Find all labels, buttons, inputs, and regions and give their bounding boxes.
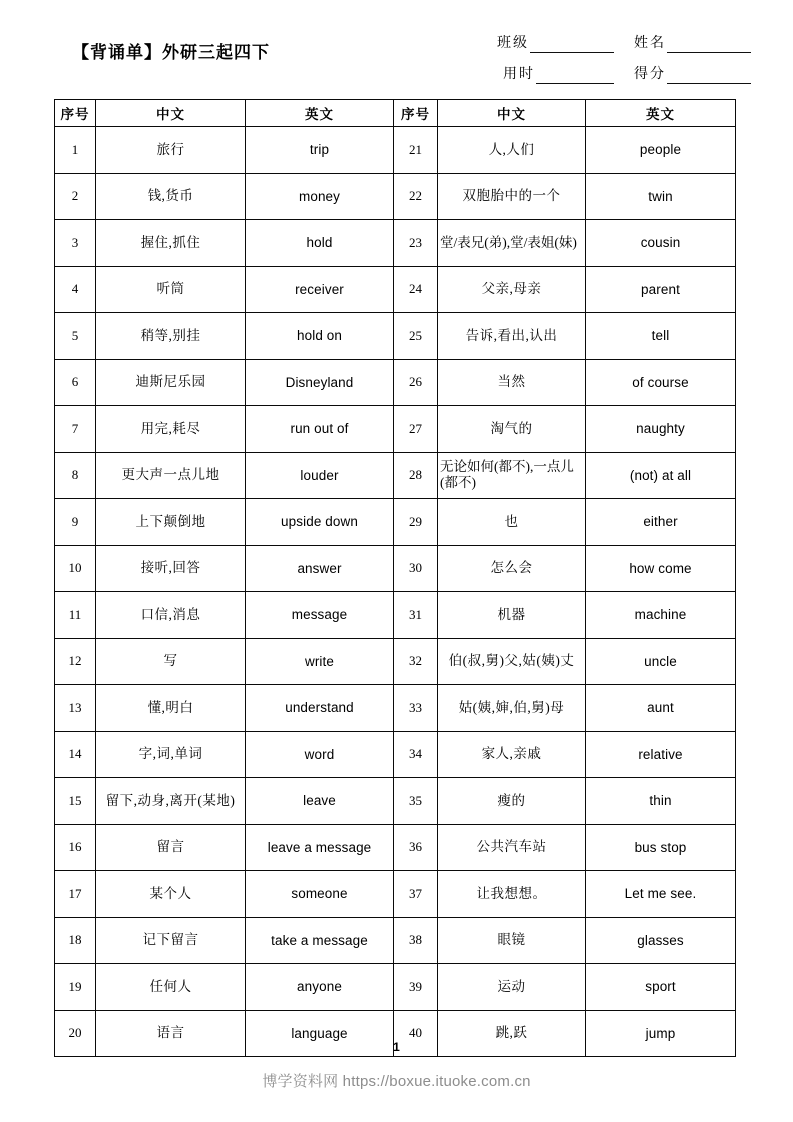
cell-chinese-right: 运动 — [438, 964, 586, 1011]
cell-chinese-right: 家人,亲戚 — [438, 731, 586, 778]
cell-no-right: 26 — [394, 359, 438, 406]
cell-chinese-left: 任何人 — [96, 964, 246, 1011]
cell-english-left: hold on — [246, 313, 394, 360]
cell-english-right: how come — [586, 545, 736, 592]
cell-no-left: 15 — [55, 778, 96, 825]
cell-english-right: thin — [586, 778, 736, 825]
cell-no-right: 40 — [394, 1010, 438, 1057]
cell-no-left: 17 — [55, 871, 96, 918]
cell-no-left: 16 — [55, 824, 96, 871]
cell-chinese-right: 伯(叔,舅)父,姑(姨)丈 — [438, 638, 586, 685]
cell-english-left: someone — [246, 871, 394, 918]
cell-english-left: hold — [246, 220, 394, 267]
cell-no-left: 4 — [55, 266, 96, 313]
cell-english-right: relative — [586, 731, 736, 778]
cell-chinese-right: 姑(姨,婶,伯,舅)母 — [438, 685, 586, 732]
cell-no-right: 23 — [394, 220, 438, 267]
name-label: 姓名 — [634, 36, 666, 51]
cell-english-right: machine — [586, 592, 736, 639]
cell-english-left: receiver — [246, 266, 394, 313]
cell-chinese-right: 堂/表兄(弟),堂/表姐(妹) — [438, 220, 586, 267]
cell-no-left: 18 — [55, 917, 96, 964]
cell-chinese-left: 某个人 — [96, 871, 246, 918]
cell-chinese-left: 更大声一点儿地 — [96, 452, 246, 499]
cell-english-left: money — [246, 173, 394, 220]
cell-chinese-left: 稍等,别挂 — [96, 313, 246, 360]
cell-chinese-left: 懂,明白 — [96, 685, 246, 732]
cell-english-left: leave — [246, 778, 394, 825]
table-row — [55, 964, 736, 1011]
cell-english-left: anyone — [246, 964, 394, 1011]
cell-chinese-right: 当然 — [438, 359, 586, 406]
col-header-english-right: 英文 — [586, 100, 736, 127]
name-input-line[interactable] — [667, 39, 751, 53]
cell-no-right: 31 — [394, 592, 438, 639]
cell-no-left: 11 — [55, 592, 96, 639]
cell-no-right: 34 — [394, 731, 438, 778]
student-info-row-2 — [433, 53, 751, 84]
cell-no-left: 5 — [55, 313, 96, 360]
cell-chinese-right: 公共汽车站 — [438, 824, 586, 871]
cell-chinese-left: 迪斯尼乐园 — [96, 359, 246, 406]
cell-english-right: naughty — [586, 406, 736, 453]
cell-chinese-right: 双胞胎中的一个 — [438, 173, 586, 220]
cell-no-right: 37 — [394, 871, 438, 918]
table-row — [55, 127, 736, 174]
vocabulary-table — [54, 99, 736, 1057]
cell-no-right: 32 — [394, 638, 438, 685]
cell-chinese-left: 听筒 — [96, 266, 246, 313]
cell-english-left: take a message — [246, 917, 394, 964]
cell-english-right: people — [586, 127, 736, 174]
cell-no-right: 30 — [394, 545, 438, 592]
table-header-row — [55, 100, 736, 127]
table-row — [55, 824, 736, 871]
score-input-line[interactable] — [667, 70, 751, 84]
cell-no-right: 27 — [394, 406, 438, 453]
cell-chinese-left: 钱,货币 — [96, 173, 246, 220]
cell-english-right: sport — [586, 964, 736, 1011]
cell-chinese-right: 让我想想。 — [438, 871, 586, 918]
cell-english-left: upside down — [246, 499, 394, 546]
table-row — [55, 917, 736, 964]
cell-no-left: 12 — [55, 638, 96, 685]
cell-chinese-right: 告诉,看出,认出 — [438, 313, 586, 360]
table-row — [55, 359, 736, 406]
cell-no-left: 8 — [55, 452, 96, 499]
table-row — [55, 731, 736, 778]
table-row — [55, 406, 736, 453]
cell-english-right: glasses — [586, 917, 736, 964]
cell-english-right: tell — [586, 313, 736, 360]
cell-english-left: Disneyland — [246, 359, 394, 406]
cell-no-left: 10 — [55, 545, 96, 592]
cell-no-right: 35 — [394, 778, 438, 825]
cell-english-right: (not) at all — [586, 452, 736, 499]
cell-no-left: 13 — [55, 685, 96, 732]
page-title: 【背诵单】外研三起四下 — [72, 43, 270, 62]
table-header — [55, 100, 736, 127]
cell-english-right: aunt — [586, 685, 736, 732]
cell-no-right: 38 — [394, 917, 438, 964]
student-info-row-1 — [433, 22, 751, 53]
table-row — [55, 266, 736, 313]
cell-english-left: language — [246, 1010, 394, 1057]
cell-english-left: louder — [246, 452, 394, 499]
cell-english-right: either — [586, 499, 736, 546]
cell-no-right: 21 — [394, 127, 438, 174]
cell-english-right: parent — [586, 266, 736, 313]
cell-no-right: 39 — [394, 964, 438, 1011]
table-row — [55, 685, 736, 732]
cell-chinese-right: 机器 — [438, 592, 586, 639]
cell-english-right: uncle — [586, 638, 736, 685]
cell-no-left: 1 — [55, 127, 96, 174]
time-used-input-line[interactable] — [536, 70, 614, 84]
name-field[interactable] — [634, 32, 751, 53]
cell-english-right: bus stop — [586, 824, 736, 871]
watermark-text: 博学资料网 https://boxue.ituoke.com.cn — [262, 1073, 531, 1090]
cell-no-right: 22 — [394, 173, 438, 220]
table-row — [55, 173, 736, 220]
score-field[interactable] — [634, 63, 751, 84]
cell-no-left: 6 — [55, 359, 96, 406]
table-row — [55, 220, 736, 267]
cell-chinese-right: 瘦的 — [438, 778, 586, 825]
cell-english-left: leave a message — [246, 824, 394, 871]
cell-no-left: 2 — [55, 173, 96, 220]
cell-english-left: answer — [246, 545, 394, 592]
cell-no-left: 3 — [55, 220, 96, 267]
cell-no-right: 36 — [394, 824, 438, 871]
cell-no-left: 14 — [55, 731, 96, 778]
cell-chinese-left: 用完,耗尽 — [96, 406, 246, 453]
cell-no-right: 24 — [394, 266, 438, 313]
cell-no-left: 9 — [55, 499, 96, 546]
cell-chinese-right: 跳,跃 — [438, 1010, 586, 1057]
cell-chinese-left: 握住,抓住 — [96, 220, 246, 267]
cell-english-right: of course — [586, 359, 736, 406]
student-info-block — [433, 22, 751, 84]
col-header-chinese-right: 中文 — [438, 100, 586, 127]
cell-english-left: word — [246, 731, 394, 778]
table-row — [55, 499, 736, 546]
table-body — [55, 127, 736, 1057]
cell-english-left: message — [246, 592, 394, 639]
table-row — [55, 545, 736, 592]
col-header-no-right: 序号 — [394, 100, 438, 127]
page-number: 1 — [393, 1040, 400, 1054]
cell-no-left: 19 — [55, 964, 96, 1011]
table-row — [55, 592, 736, 639]
class-input-line[interactable] — [530, 39, 614, 53]
table-row — [55, 452, 736, 499]
table-row — [55, 778, 736, 825]
cell-chinese-left: 接听,回答 — [96, 545, 246, 592]
cell-english-right: Let me see. — [586, 871, 736, 918]
cell-english-left: understand — [246, 685, 394, 732]
table-row — [55, 313, 736, 360]
cell-chinese-right: 无论如何(都不),一点儿(都不) — [438, 452, 586, 499]
cell-chinese-right: 父亲,母亲 — [438, 266, 586, 313]
cell-english-right: jump — [586, 1010, 736, 1057]
table-row — [55, 871, 736, 918]
cell-chinese-left: 旅行 — [96, 127, 246, 174]
score-label: 得分 — [634, 67, 666, 82]
cell-chinese-right: 眼镜 — [438, 917, 586, 964]
class-label: 班级 — [497, 36, 529, 51]
cell-chinese-left: 留下,动身,离开(某地) — [96, 778, 246, 825]
cell-chinese-right: 淘气的 — [438, 406, 586, 453]
table-row — [55, 638, 736, 685]
cell-chinese-left: 口信,消息 — [96, 592, 246, 639]
cell-english-left: trip — [246, 127, 394, 174]
col-header-no-left: 序号 — [55, 100, 96, 127]
cell-chinese-right: 也 — [438, 499, 586, 546]
class-field[interactable] — [497, 32, 614, 53]
cell-chinese-left: 上下颠倒地 — [96, 499, 246, 546]
cell-english-left: write — [246, 638, 394, 685]
cell-english-right: twin — [586, 173, 736, 220]
page-header — [0, 22, 793, 88]
cell-chinese-left: 留言 — [96, 824, 246, 871]
cell-english-right: cousin — [586, 220, 736, 267]
cell-chinese-left: 语言 — [96, 1010, 246, 1057]
col-header-chinese-left: 中文 — [96, 100, 246, 127]
cell-chinese-left: 写 — [96, 638, 246, 685]
col-header-english-left: 英文 — [246, 100, 394, 127]
time-used-label: 用时 — [503, 67, 535, 82]
cell-no-left: 7 — [55, 406, 96, 453]
cell-no-right: 29 — [394, 499, 438, 546]
cell-no-right: 25 — [394, 313, 438, 360]
cell-chinese-left: 字,词,单词 — [96, 731, 246, 778]
cell-no-left: 20 — [55, 1010, 96, 1057]
cell-chinese-left: 记下留言 — [96, 917, 246, 964]
cell-chinese-right: 怎么会 — [438, 545, 586, 592]
time-used-field[interactable] — [503, 63, 614, 84]
cell-english-left: run out of — [246, 406, 394, 453]
cell-chinese-right: 人,人们 — [438, 127, 586, 174]
cell-no-right: 33 — [394, 685, 438, 732]
cell-no-right: 28 — [394, 452, 438, 499]
